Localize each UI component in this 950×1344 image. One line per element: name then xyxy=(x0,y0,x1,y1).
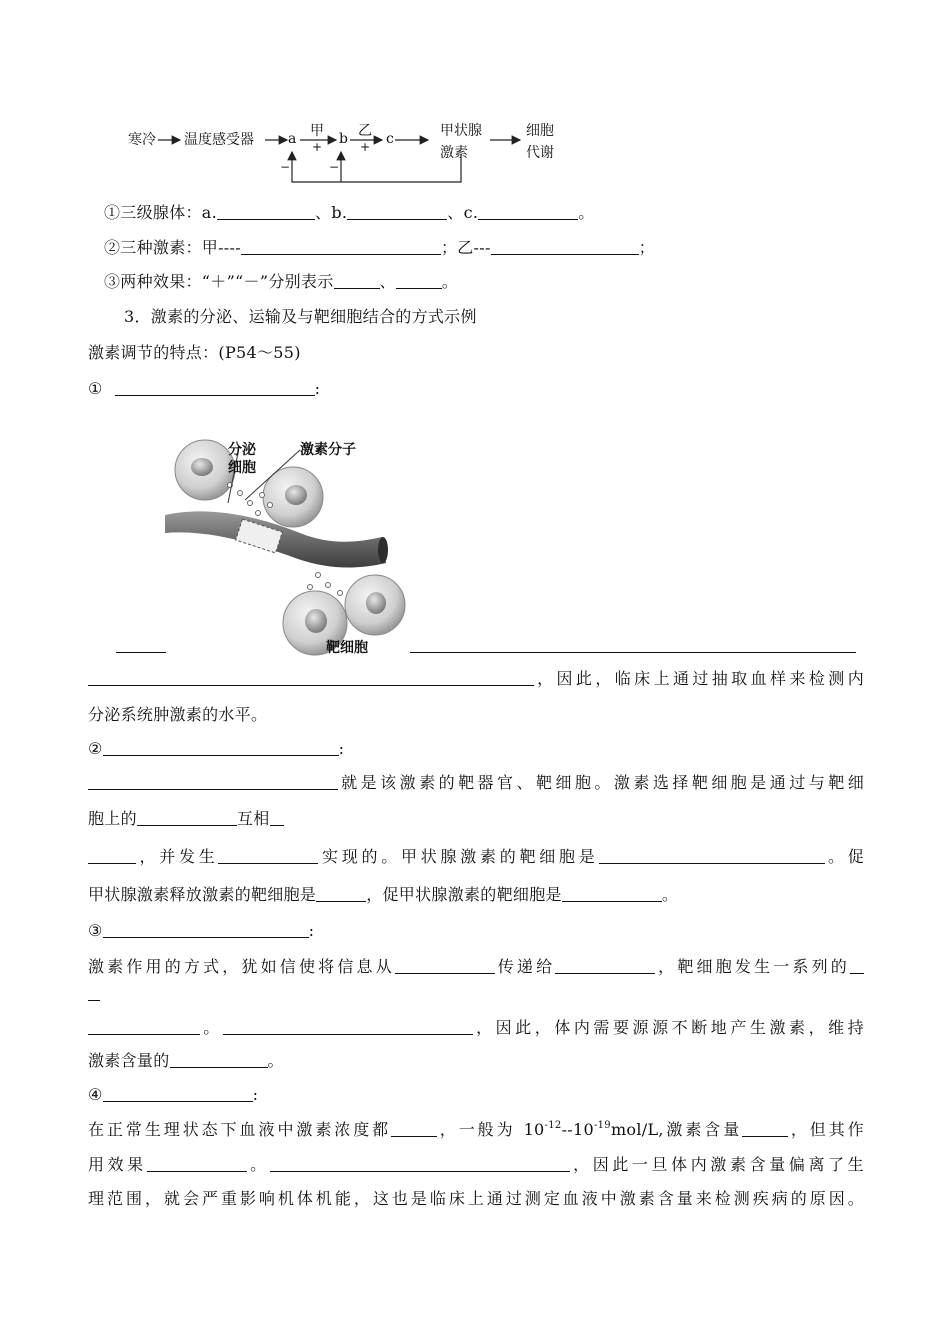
blank[interactable] xyxy=(270,807,284,826)
blank[interactable] xyxy=(217,201,315,220)
item-3-line: ③ : xyxy=(88,921,315,940)
node-cell: 细胞 xyxy=(526,123,554,139)
sign-minus-1: − xyxy=(280,160,291,174)
sign-plus-2: + xyxy=(360,140,371,154)
blank[interactable] xyxy=(316,883,366,902)
item-4-text: 在正常生理状态下血液中激素浓度都 ，一般为 $10^{-12}--10^{-19}mol/L$,激素含量 ，但其作 xyxy=(88,1120,864,1139)
blank[interactable] xyxy=(241,236,441,255)
blank[interactable] xyxy=(742,1118,788,1137)
node-thermoreceptor: 温度感受器 xyxy=(184,132,254,148)
item-3-text-2: 。 ，因此，体内需要源源不断地产生激素，维持 xyxy=(88,1015,864,1041)
blank[interactable] xyxy=(478,201,578,220)
item-1-cont: ，因此，临床上通过抽取血样来检测内 xyxy=(88,666,864,692)
blank[interactable] xyxy=(103,919,309,938)
blank[interactable] xyxy=(116,652,166,653)
blank[interactable] xyxy=(103,737,339,756)
blank[interactable] xyxy=(88,845,136,864)
blank[interactable] xyxy=(103,1083,253,1102)
node-cold: 寒冷 xyxy=(128,132,156,148)
blank[interactable] xyxy=(391,1118,437,1137)
blank[interactable] xyxy=(88,1000,100,1001)
hormone-regulation-flow-diagram xyxy=(110,112,590,192)
node-thyroid: 甲状腺 xyxy=(440,123,482,139)
sign-minus-2: − xyxy=(329,160,340,174)
node-b: b xyxy=(339,131,348,147)
blank[interactable] xyxy=(410,652,856,653)
item-3-text-3: 激素含量的 。 xyxy=(88,1051,284,1070)
item-2-text: 就是该激素的靶器官、靶细胞。激素选择靶细胞是通过与靶细 xyxy=(88,770,864,796)
blank[interactable] xyxy=(170,1049,268,1068)
arrow-label-yi: 乙 xyxy=(358,123,372,139)
line-three-hormones: ②三种激素：甲---- ；乙--- ； xyxy=(104,238,655,257)
blank[interactable] xyxy=(347,201,447,220)
sign-plus-1: + xyxy=(312,140,323,154)
hormone-transport-figure xyxy=(150,425,410,660)
label-target-cell: 靶细胞 xyxy=(326,640,368,656)
blank[interactable] xyxy=(147,1153,247,1172)
blank[interactable] xyxy=(270,1153,570,1172)
blank[interactable] xyxy=(562,883,662,902)
item-4-line: ④ : xyxy=(88,1085,259,1104)
characteristics-heading: 激素调节的特点：(P54～55) xyxy=(88,343,301,362)
label-hormone-molecule: 激素分子 xyxy=(300,442,356,458)
section-3-heading: 3．激素的分泌、运输及与靶细胞结合的方式示例 xyxy=(124,307,477,326)
blank[interactable] xyxy=(88,771,338,790)
blank[interactable] xyxy=(115,377,315,396)
item-4-text-3: 理范围，就会严重影响机体机能，这也是临床上通过测定血液中激素含量来检测疾病的原因。 xyxy=(88,1189,864,1208)
item-2-text-2: 胞上的 互相 xyxy=(88,806,864,832)
blank[interactable] xyxy=(137,807,237,826)
label-cell: 细胞 xyxy=(228,460,256,476)
item-4-text-2: 用效果 。 ，因此一旦体内激素含量偏离了生 xyxy=(88,1155,864,1174)
blank[interactable] xyxy=(88,667,534,686)
node-hormone: 激素 xyxy=(440,145,468,161)
line-three-glands: ①三级腺体：a. 、b. 、c. 。 xyxy=(104,203,595,222)
arrow-label-jia: 甲 xyxy=(310,123,324,139)
blank[interactable] xyxy=(850,955,864,974)
blank[interactable] xyxy=(88,1016,200,1035)
blank[interactable] xyxy=(491,236,639,255)
blank[interactable] xyxy=(599,845,825,864)
node-c: c xyxy=(386,131,394,147)
item-1-line: ① : xyxy=(88,379,321,398)
blank[interactable] xyxy=(396,270,442,289)
line-two-effects: ③两种效果：“＋”“－”分别表示 、 。 xyxy=(104,272,459,291)
blank[interactable] xyxy=(395,955,495,974)
blank[interactable] xyxy=(218,845,318,864)
cell-illustration xyxy=(150,425,410,660)
node-a: a xyxy=(288,131,297,147)
item-2-text-4: 甲状腺激素释放激素的靶细胞是 ，促甲状腺激素的靶细胞是 。 xyxy=(88,885,679,904)
node-metabolism: 代谢 xyxy=(526,145,554,161)
item-1-end: 分泌系统肿激素的水平。 xyxy=(88,705,268,724)
item-2-text-3: ，并发生 实现的。甲状腺激素的靶细胞是 。促 xyxy=(88,844,864,870)
flow-arrows xyxy=(110,112,590,192)
blank[interactable] xyxy=(334,270,380,289)
blank[interactable] xyxy=(223,1016,473,1035)
blank[interactable] xyxy=(555,955,655,974)
item-3-text: 激素作用的方式，犹如信使将信息从 传递给 ，靶细胞发生一系列的 xyxy=(88,954,864,980)
label-secreting: 分泌 xyxy=(228,442,256,458)
item-2-line: ② : xyxy=(88,739,345,758)
